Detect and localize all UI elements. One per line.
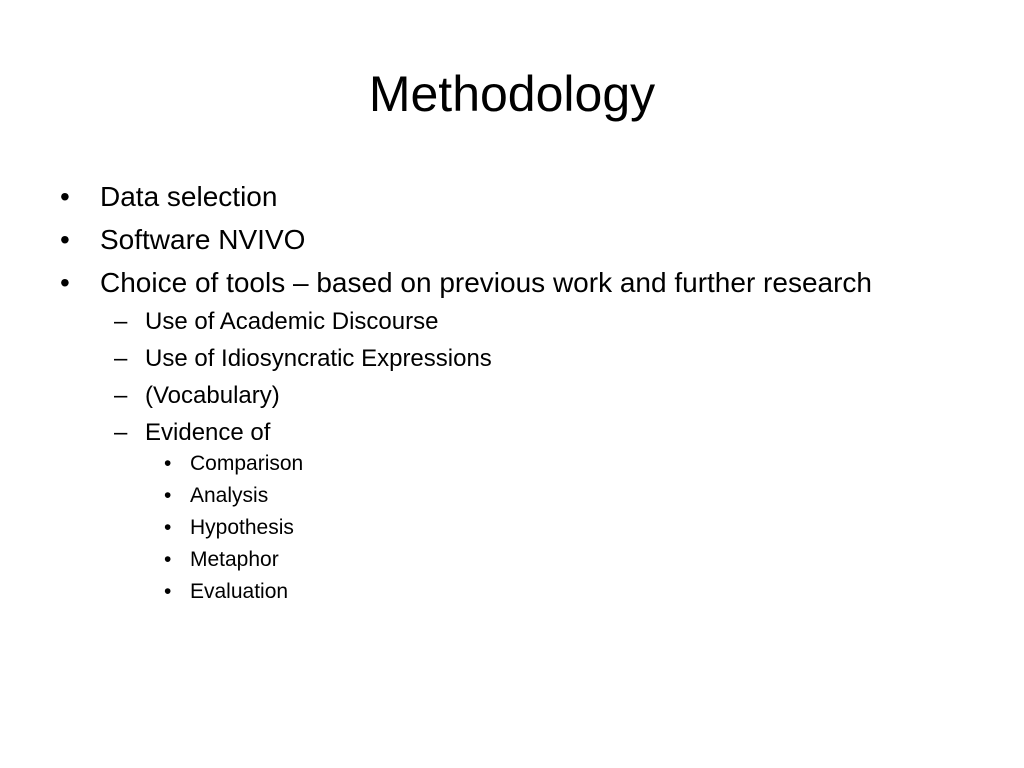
list-item-text: Software NVIVO bbox=[100, 224, 306, 255]
sub-sub-list-item-text: Hypothesis bbox=[190, 516, 294, 539]
bullet-icon: • bbox=[60, 224, 70, 255]
sub-list-item-text: Evidence of bbox=[145, 419, 271, 446]
sub-list-item-text: Use of Academic Discourse bbox=[145, 308, 439, 335]
sub-sub-list-item-text: Analysis bbox=[190, 484, 269, 507]
sub-sub-list-item bbox=[56, 450, 956, 477]
dash-icon: – bbox=[114, 419, 128, 446]
bullet-icon: • bbox=[164, 516, 172, 539]
list-item bbox=[56, 223, 956, 257]
sub-sub-list bbox=[56, 450, 956, 605]
sub-sub-list-item bbox=[56, 514, 956, 541]
sub-sub-list-item bbox=[56, 546, 956, 573]
bullet-list bbox=[56, 180, 956, 614]
dash-icon: – bbox=[114, 345, 128, 372]
slide-title: Methodology bbox=[368, 66, 656, 122]
bullet-icon: • bbox=[60, 181, 70, 212]
bullet-icon: • bbox=[164, 548, 172, 571]
sub-sub-list-item bbox=[56, 578, 956, 605]
sub-sub-list-item-text: Evaluation bbox=[190, 580, 289, 603]
dash-icon: – bbox=[114, 308, 128, 335]
sub-list-item-text: (Vocabulary) bbox=[145, 382, 280, 409]
dash-icon: – bbox=[114, 382, 128, 409]
list-item bbox=[56, 180, 956, 214]
sub-list-item-text: Use of Idiosyncratic Expressions bbox=[145, 345, 492, 372]
sub-sub-list-item-text: Metaphor bbox=[190, 548, 279, 571]
sub-sub-list-item bbox=[56, 482, 956, 509]
sub-list-item bbox=[56, 307, 956, 337]
bullet-icon: • bbox=[164, 452, 172, 475]
sub-list-item bbox=[56, 344, 956, 374]
sub-list-item bbox=[56, 381, 956, 411]
bullet-icon: • bbox=[164, 580, 172, 603]
bullet-icon: • bbox=[164, 484, 172, 507]
sub-sub-list-item-text: Comparison bbox=[190, 452, 304, 475]
list-item-text: Choice of tools – based on previous work and further research bbox=[100, 267, 872, 298]
bullet-icon: • bbox=[60, 267, 70, 298]
sub-list-item bbox=[56, 418, 956, 605]
list-item-text: Data selection bbox=[100, 181, 278, 212]
list-item bbox=[56, 266, 956, 605]
sub-list bbox=[56, 307, 956, 605]
